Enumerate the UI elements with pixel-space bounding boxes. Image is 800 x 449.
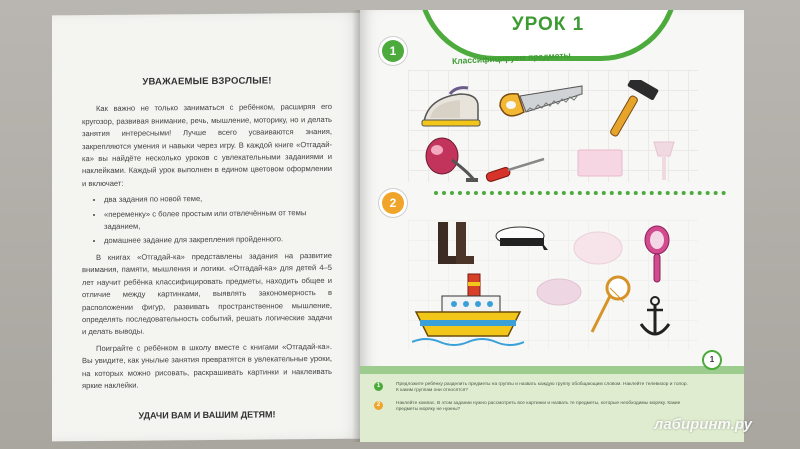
sailor-cap-icon (494, 224, 550, 252)
foreword-text (82, 75, 332, 423)
rubber-boots-icon (434, 220, 476, 266)
foreword-paragraph-3: Поиграйте с ребёнком в школу вместе с книгами «Отгадай-ка». Вы увидите, как унылые занятия превратятся в увлекательные уроки, на которых можно рисовать, раскрашивать картинки и наклеивать яркие наклейки. (82, 341, 332, 391)
task-2-badge: 2 (382, 192, 404, 214)
axe-sticker-placeholder-icon (644, 136, 684, 182)
watermark-tld: .ру (730, 416, 752, 433)
lesson-contents-list (82, 192, 332, 248)
section-divider (434, 191, 726, 199)
footer-note-2: Наклейте компас. В этом задании нужно рассмотреть все картинки и назвать те предметы, которые необходимы моряку. Какие предметы моряку не нужны? (396, 401, 681, 413)
iron-icon (420, 86, 482, 130)
hammer-icon (610, 80, 662, 140)
foreword-paragraph-2: В книгах «Отгадай-ка» представлены задания на развитие внимания, памяти, мышления и логики. «Отгадай-ка» для детей 4–5 лет научит ребёнка классифицировать предметы, находить общее и отличие между картинками, выявлять закономерность в расположении фигур, развивать пространственное мышление, определять последовательность событий, решать логические задачи и делать выводы. (82, 250, 332, 337)
list-item: • «переменку» с более простым или отвлечённым от темы заданием, (104, 207, 332, 234)
page-number: 1 (702, 350, 722, 370)
lesson-subtitle: Классифицируем предметы (451, 49, 572, 67)
lesson-title: УРОК 1 (511, 14, 585, 35)
screwdriver-icon (484, 156, 546, 186)
list-item: • домашнее задание для закрепления пройденного. (104, 233, 332, 247)
open-book (52, 6, 752, 446)
task-1-badge: 1 (382, 40, 404, 62)
foreword-closing: УДАЧИ ВАМ И ВАШИМ ДЕТЯМ! (138, 409, 276, 421)
foreword-heading: УВАЖАЕМЫЕ ВЗРОСЛЫЕ! (142, 75, 272, 88)
hand-mirror-icon (640, 224, 674, 286)
steamship-icon (412, 266, 524, 348)
left-page (52, 13, 364, 442)
butterfly-net-icon (588, 274, 632, 336)
note-1-badge: 1 (374, 382, 383, 391)
vacuum-cleaner-icon (422, 134, 480, 186)
footer-note-1: Предложите ребёнку разделить предметы на группы и назвать каждую группу обобщающим словом. Наклейте телевизор и топор. К каким группам они относятся? (396, 382, 688, 394)
hat-sticker-placeholder-icon (534, 272, 584, 308)
footer-stripe (360, 366, 744, 374)
right-page (360, 10, 744, 442)
foreword-paragraph-1: Как важно не только заниматься с ребёнком, расширяя его кругозор, развивая внимание, речь, мышление, моторику, но и делать занятия интересными! Лучше всего усваиваются знания, закрепляются умения и навыки через игру. В каждой книге «Отгадай-ка» вы найдёте несколько уроков с увлекательными заданиями и наклейками. Каждый урок выполнен в едином цветовом оформлении и включает: (82, 102, 332, 188)
flower-sticker-placeholder-icon (568, 228, 628, 268)
saw-icon (496, 84, 584, 126)
list-item: • два задания по новой теме, (104, 192, 332, 206)
watermark-brand: лабиринт (654, 416, 731, 433)
note-2-badge: 2 (374, 401, 383, 410)
watermark (654, 416, 752, 433)
tv-sticker-placeholder-icon (574, 146, 626, 182)
anchor-icon (638, 296, 672, 340)
